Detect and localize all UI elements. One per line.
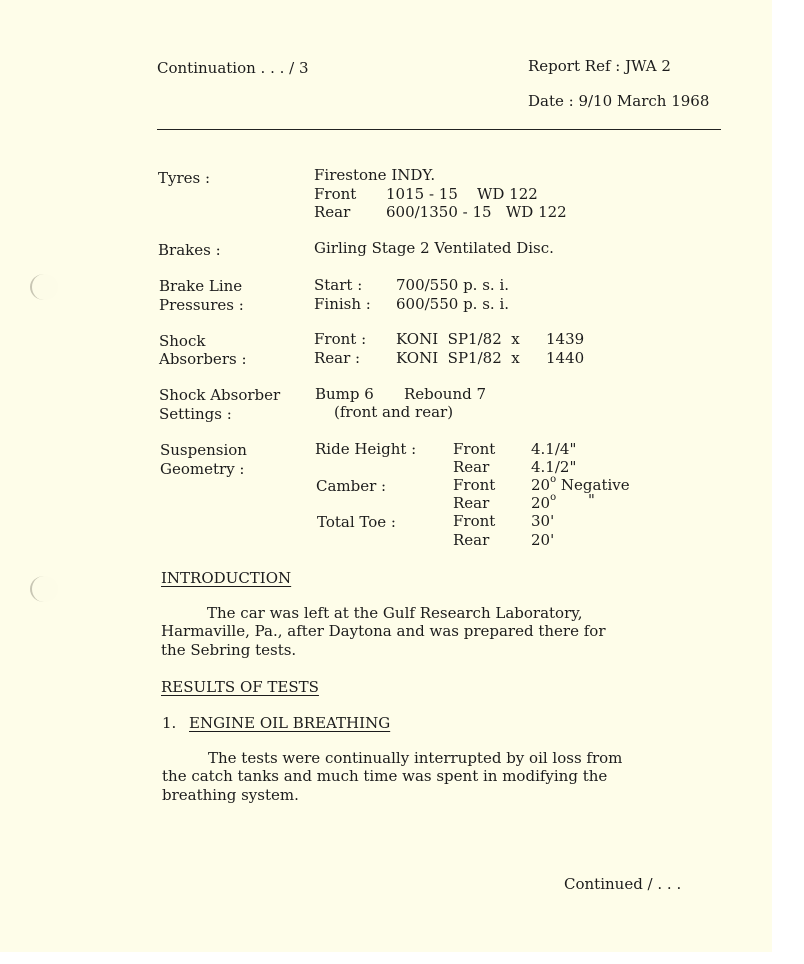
ride-height-label: Ride Height :	[315, 440, 417, 458]
camber-rear-ditto: "	[588, 491, 595, 509]
suspension-label-2: Geometry :	[160, 460, 245, 478]
brake-finish-value: 600/550 p. s. i.	[396, 295, 510, 313]
ride-height-front-label: Front	[453, 440, 496, 458]
camber-front-label: Front	[453, 476, 496, 494]
shock-rear-value: KONI SP1/82 x	[396, 349, 520, 367]
toe-front-value: 30'	[531, 512, 555, 530]
report-date: Date : 9/10 March 1968	[528, 92, 710, 110]
ride-height-front-value: 4.1/4"	[531, 440, 577, 458]
ride-height-rear-label: Rear	[453, 458, 490, 476]
introduction-heading: INTRODUCTION	[161, 569, 292, 587]
report-ref: Report Ref : JWA 2	[528, 57, 671, 75]
results-item-heading: ENGINE OIL BREATHING	[189, 714, 391, 732]
tyres-label: Tyres :	[158, 169, 211, 187]
shock-settings-label-2: Settings :	[159, 405, 232, 423]
toe-front-label: Front	[453, 512, 496, 530]
camber-rear-value: 20$^o$	[531, 492, 557, 512]
brakes-value: Girling Stage 2 Ventilated Disc.	[314, 239, 554, 257]
brake-start-label: Start :	[314, 276, 363, 294]
continued-label: Continued / . . .	[564, 875, 682, 893]
punch-hole-lower	[30, 576, 58, 602]
shock-label-2: Absorbers :	[159, 350, 247, 368]
continuation-label: Continuation . . . / 3	[157, 59, 309, 77]
camber-rear-label: Rear	[453, 494, 490, 512]
shock-front-label: Front :	[314, 330, 367, 348]
shock-label-1: Shock	[159, 332, 206, 350]
introduction-line-1: The car was left at the Gulf Research Laboratory,	[207, 604, 583, 622]
camber-label: Camber :	[316, 477, 387, 495]
results-line-1: The tests were continually interrupted by oil loss from	[208, 749, 623, 767]
scan-margin-bottom	[0, 952, 804, 964]
shock-front-value: KONI SP1/82 x	[396, 330, 520, 348]
punch-hole-upper	[30, 274, 58, 300]
tyres-front-label: Front	[314, 185, 357, 203]
tyres-make: Firestone INDY.	[314, 166, 436, 184]
shock-front-number: 1439	[546, 330, 585, 348]
introduction-line-2: Harmaville, Pa., after Daytona and was prepared there for	[161, 622, 606, 640]
shock-rear-number: 1440	[546, 349, 585, 367]
shock-settings-rebound: Rebound 7	[404, 385, 487, 403]
shock-settings-note: (front and rear)	[334, 403, 454, 421]
header-divider	[157, 129, 721, 130]
ride-height-rear-value: 4.1/2"	[531, 458, 577, 476]
brake-finish-label: Finish :	[314, 295, 371, 313]
tyres-rear-label: Rear	[314, 203, 351, 221]
results-line-3: breathing system.	[162, 786, 299, 804]
camber-front-value: 20$^o$ Negative	[531, 474, 630, 494]
brake-line-label-2: Pressures :	[159, 296, 244, 314]
tyres-front-value: 1015 - 15 WD 122	[386, 185, 538, 203]
results-line-2: the catch tanks and much time was spent in modifying the	[162, 767, 608, 785]
shock-settings-label-1: Shock Absorber	[159, 386, 281, 404]
suspension-label-1: Suspension	[160, 441, 247, 459]
total-toe-label: Total Toe :	[317, 513, 396, 531]
results-item-number: 1.	[162, 714, 177, 732]
brake-start-value: 700/550 p. s. i.	[396, 276, 510, 294]
results-heading: RESULTS OF TESTS	[161, 678, 319, 696]
toe-rear-label: Rear	[453, 531, 490, 549]
toe-rear-value: 20'	[531, 531, 555, 549]
shock-settings-bump: Bump 6	[315, 385, 374, 403]
tyres-rear-value: 600/1350 - 15 WD 122	[386, 203, 567, 221]
introduction-line-3: the Sebring tests.	[161, 641, 297, 659]
scan-margin-right	[772, 0, 804, 964]
shock-rear-label: Rear :	[314, 349, 361, 367]
brakes-label: Brakes :	[158, 241, 221, 259]
brake-line-label-1: Brake Line	[159, 277, 243, 295]
